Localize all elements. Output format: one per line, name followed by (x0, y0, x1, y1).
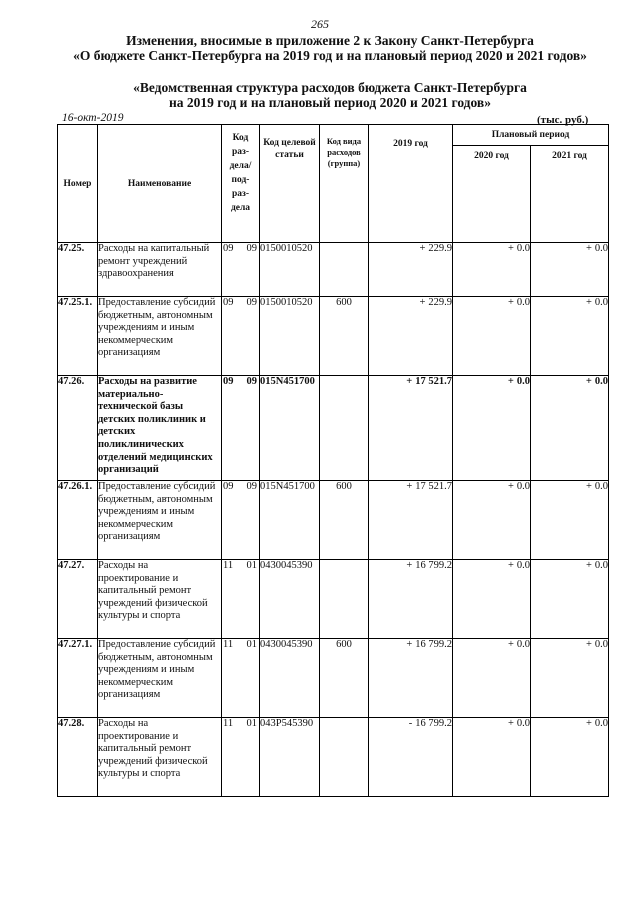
amount-value: 0.0 (594, 560, 608, 571)
row-amount-2019 (369, 297, 453, 376)
row-target-code: 043P545390 (260, 718, 320, 797)
row-amount-2020 (453, 297, 531, 376)
subtitle-line-2: на 2019 год и на плановый период 2020 и 2021 годов» (169, 95, 491, 110)
amount-sign: + (507, 639, 514, 650)
row-amount-2019 (369, 243, 453, 297)
row-amount-2021 (531, 297, 609, 376)
subsection-code: 09 (246, 376, 257, 387)
row-number: 47.26.1. (58, 481, 98, 560)
amount-sign: + (507, 376, 514, 387)
amount-value: 17 521.7 (415, 376, 452, 387)
column-header-group: Код вида расходов (группа) (320, 125, 369, 243)
table-row (58, 481, 609, 560)
row-amount-2021 (531, 718, 609, 797)
amount-sign: + (507, 560, 514, 571)
row-name: Расходы на проектирование и капитальный ремонт учреждений физической культуры и спорта (98, 718, 222, 797)
amount-sign: + (585, 639, 592, 650)
amount-value: 229.9 (428, 297, 452, 308)
table-row (58, 243, 609, 297)
column-header-planned-period: Плановый период (453, 125, 609, 146)
amount-sign: + (507, 718, 514, 729)
amount-sign: + (406, 560, 413, 571)
amount-value: 17 521.7 (415, 481, 452, 492)
budget-table (57, 124, 609, 797)
table-row (58, 297, 609, 376)
table-row (58, 560, 609, 639)
row-number: 47.26. (58, 376, 98, 481)
row-amount-2019 (369, 560, 453, 639)
column-header-target: Код целевой статьи (260, 125, 320, 243)
amount-sign: + (585, 718, 592, 729)
document-title (30, 33, 630, 63)
column-header-2021: 2021 год (531, 146, 609, 243)
amount-sign: + (585, 297, 592, 308)
page-number: 265 (311, 17, 329, 31)
row-name: Расходы на капитальный ремонт учреждений здравоохранения (98, 243, 222, 297)
subsection-code: 09 (246, 297, 257, 308)
amount-value: 229.9 (428, 243, 452, 254)
row-amount-2020 (453, 243, 531, 297)
row-group-code (320, 376, 369, 481)
section-code: 09 (223, 243, 234, 254)
amount-value: 0.0 (516, 718, 530, 729)
row-amount-2020 (453, 376, 531, 481)
subsection-code: 01 (246, 718, 257, 729)
row-amount-2019 (369, 718, 453, 797)
amount-sign: + (507, 481, 514, 492)
row-amount-2021 (531, 560, 609, 639)
amount-value: 0.0 (594, 639, 608, 650)
row-amount-2021 (531, 481, 609, 560)
row-target-code: 0150010520 (260, 297, 320, 376)
row-target-code: 0430045390 (260, 560, 320, 639)
amount-sign: + (406, 376, 413, 387)
row-target-code: 015N451700 (260, 376, 320, 481)
column-header-number: Номер (58, 125, 98, 243)
table-row (58, 376, 609, 481)
row-amount-2020 (453, 718, 531, 797)
section-code: 11 (223, 639, 234, 650)
row-amount-2019 (369, 481, 453, 560)
row-amount-2021 (531, 639, 609, 718)
row-group-code (320, 718, 369, 797)
column-header-2019: 2019 год (369, 125, 453, 243)
column-header-2020: 2020 год (453, 146, 531, 243)
row-number: 47.25.1. (58, 297, 98, 376)
title-line-1: Изменения, вносимые в приложение 2 к Закону Санкт-Петербурга (126, 33, 534, 48)
row-name: Предоставление субсидий бюджетным, автономным учреждениям и иным некоммерческим организациям (98, 297, 222, 376)
table-row (58, 718, 609, 797)
amount-value: 0.0 (516, 297, 530, 308)
amount-value: 0.0 (594, 297, 608, 308)
amount-value: 0.0 (594, 376, 608, 387)
row-section-code (222, 718, 260, 797)
section-code: 11 (223, 560, 234, 571)
row-group-code: 600 (320, 297, 369, 376)
amount-value: 0.0 (594, 481, 608, 492)
section-code: 11 (223, 718, 234, 729)
row-group-code (320, 560, 369, 639)
row-group-code (320, 243, 369, 297)
title-line-2: «О бюджете Санкт-Петербурга на 2019 год и на плановый период 2020 и 2021 годов» (73, 48, 587, 63)
row-number: 47.27.1. (58, 639, 98, 718)
row-amount-2020 (453, 639, 531, 718)
section-code: 09 (223, 376, 234, 387)
row-name: Расходы на проектирование и капитальный ремонт учреждений физической культуры и спорта (98, 560, 222, 639)
amount-value: 0.0 (516, 639, 530, 650)
table-header (58, 125, 609, 243)
section-code: 09 (223, 481, 234, 492)
row-section-code (222, 560, 260, 639)
table-row (58, 639, 609, 718)
units-label: (тыс. руб.) (537, 114, 589, 126)
amount-sign: + (585, 376, 592, 387)
subsection-code: 09 (246, 481, 257, 492)
document-subtitle (30, 80, 630, 110)
row-section-code (222, 639, 260, 718)
row-number: 47.27. (58, 560, 98, 639)
amount-value: 0.0 (516, 560, 530, 571)
amount-sign: + (585, 243, 592, 254)
amount-sign: + (406, 481, 413, 492)
row-number: 47.28. (58, 718, 98, 797)
amount-value: 0.0 (516, 481, 530, 492)
row-section-code (222, 376, 260, 481)
table-body (58, 243, 609, 797)
row-amount-2019 (369, 639, 453, 718)
row-amount-2021 (531, 243, 609, 297)
row-amount-2021 (531, 376, 609, 481)
amount-sign: + (507, 243, 514, 254)
row-name: Предоставление субсидий бюджетным, автономным учреждениям и иным некоммерческим организациям (98, 639, 222, 718)
amount-value: 0.0 (516, 243, 530, 254)
amount-value: 16 799.2 (415, 718, 452, 729)
row-name: Предоставление субсидий бюджетным, автономным учреждениям и иным некоммерческим организациям (98, 481, 222, 560)
subtitle-line-1: «Ведомственная структура расходов бюджета Санкт-Петербурга (133, 80, 527, 95)
row-section-code (222, 481, 260, 560)
amount-sign: + (507, 297, 514, 308)
amount-value: 16 799.2 (415, 639, 452, 650)
row-target-code: 0150010520 (260, 243, 320, 297)
row-section-code (222, 243, 260, 297)
amount-sign: + (585, 481, 592, 492)
subsection-code: 09 (246, 243, 257, 254)
column-header-section: Код раз-дела/ под-раз-дела (222, 125, 260, 243)
row-target-code: 015N451700 (260, 481, 320, 560)
amount-sign: - (408, 718, 413, 729)
amount-value: 0.0 (594, 718, 608, 729)
row-target-code: 0430045390 (260, 639, 320, 718)
subsection-code: 01 (246, 639, 257, 650)
row-name: Расходы на развитие материально-технической базы детских поликлиник и детских поликлинических отделений медицинских организаций (98, 376, 222, 481)
amount-value: 0.0 (516, 376, 530, 387)
amount-sign: + (419, 297, 426, 308)
column-header-name: Наименование (98, 125, 222, 243)
section-code: 09 (223, 297, 234, 308)
subsection-code: 01 (246, 560, 257, 571)
row-amount-2019 (369, 376, 453, 481)
row-section-code (222, 297, 260, 376)
row-number: 47.25. (58, 243, 98, 297)
row-group-code: 600 (320, 481, 369, 560)
amount-sign: + (406, 639, 413, 650)
amount-value: 0.0 (594, 243, 608, 254)
amount-value: 16 799.2 (415, 560, 452, 571)
document-date: 16-окт-2019 (62, 112, 124, 124)
row-group-code: 600 (320, 639, 369, 718)
row-amount-2020 (453, 481, 531, 560)
amount-sign: + (419, 243, 426, 254)
row-amount-2020 (453, 560, 531, 639)
amount-sign: + (585, 560, 592, 571)
